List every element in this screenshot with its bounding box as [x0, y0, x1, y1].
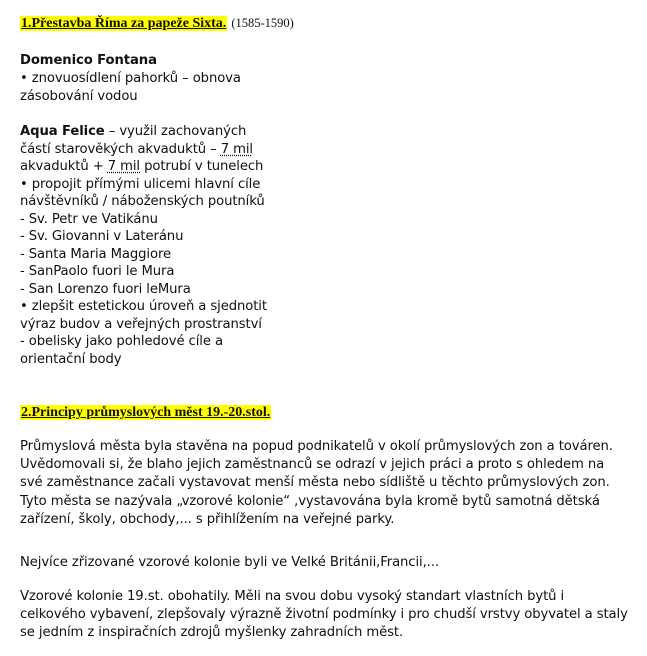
fontana-name: Domenico Fontana — [20, 53, 157, 68]
list-line: výraz budov a veřejných prostranství — [20, 316, 262, 332]
aqua-line-2 — [20, 141, 253, 158]
aqua-line2-dotted: 7 mil — [220, 141, 253, 157]
list-line: - San Lorenzo fuori leMura — [20, 281, 191, 297]
paragraph-line: Nejvíce zřizované vzorové kolonie byli ve Velké Británii,Francii,... — [20, 555, 439, 570]
list-line: orientační body — [20, 351, 122, 367]
list-line: - obelisky jako pohledové cíle a — [20, 334, 223, 349]
aqua-line-1 — [20, 123, 246, 140]
aqua-name: Aqua Felice — [20, 124, 105, 139]
paragraph-line: zařízení, školy, obchody,... s přihlížením na veřejné parky. — [20, 511, 395, 527]
aqua-line-3 — [20, 158, 263, 175]
paragraph-3 — [20, 588, 635, 643]
list-line: - SanPaolo fuori le Mura — [20, 264, 175, 279]
aqua-line3-post: potrubí v tunelech — [140, 159, 264, 174]
paragraph-line: své zaměstnance začali vystavovat menší města nebo sídliště u těchto průmyslových zon. — [20, 475, 610, 491]
list-line: - Santa Maria Maggiore — [20, 246, 172, 262]
list-line: návštěvníků / náboženských poutníků — [20, 194, 265, 209]
fontana-line-1: • znovuosídlení pahorků – obnova — [20, 71, 241, 86]
section2-heading: 2.Principy průmyslových měst 19.-20.stol. — [21, 405, 271, 420]
list-line: • propojit přímými ulicemi hlavní cíle — [20, 176, 261, 192]
paragraph-line: celkového vybavení, zlepšovaly výrazně životní podmínky i pro chudší vrstvy obyvatel a staly — [20, 607, 628, 623]
paragraph-1 — [20, 438, 635, 529]
section2-heading-row — [20, 404, 271, 422]
paragraph-line: Tyto města se nazývala „vzorové kolonie“ ,vystavována byla kromě bytů samotná dětská — [20, 493, 600, 509]
paragraph-line: Vzorové kolonie 19.st. obohatily. Měli na svou dobu vysoký standart vlastních bytů i — [20, 589, 565, 604]
aqua-line3-pre: akvaduktů + — [20, 159, 108, 174]
list-line: • zlepšit estetickou úroveň a sjednotit — [20, 299, 267, 314]
aqua-line1-rest: – využil zachovaných — [104, 124, 247, 139]
list-line: - Sv. Giovanni v Lateránu — [20, 229, 184, 244]
section1-years: (1585-1590) — [231, 16, 294, 30]
aqua-line3-dotted: 7 mil — [107, 159, 140, 174]
section1-heading: 1.Přestavba Říma za papeže Sixta. — [21, 16, 227, 31]
list-line: - Sv. Petr ve Vatikánu — [20, 211, 158, 227]
paragraph-2 — [20, 554, 635, 572]
paragraph-line: Průmyslová města byla stavěna na popud podnikatelů v okolí průmyslových zon a továren. — [20, 439, 613, 454]
aqua-line2-pre: částí starověkých akvaduktů – — [20, 141, 221, 157]
paragraph-line: se jedním z inspiračních zdrojů myšlenky zahradních měst. — [20, 625, 404, 641]
section1-heading-row — [20, 14, 294, 33]
paragraph-line: Uvědomovali si, že blaho jejich zaměstnanců se odrazí v jejich práci a proto s ohledem na — [20, 457, 605, 473]
fontana-line-2: zásobování vodou — [20, 88, 138, 104]
